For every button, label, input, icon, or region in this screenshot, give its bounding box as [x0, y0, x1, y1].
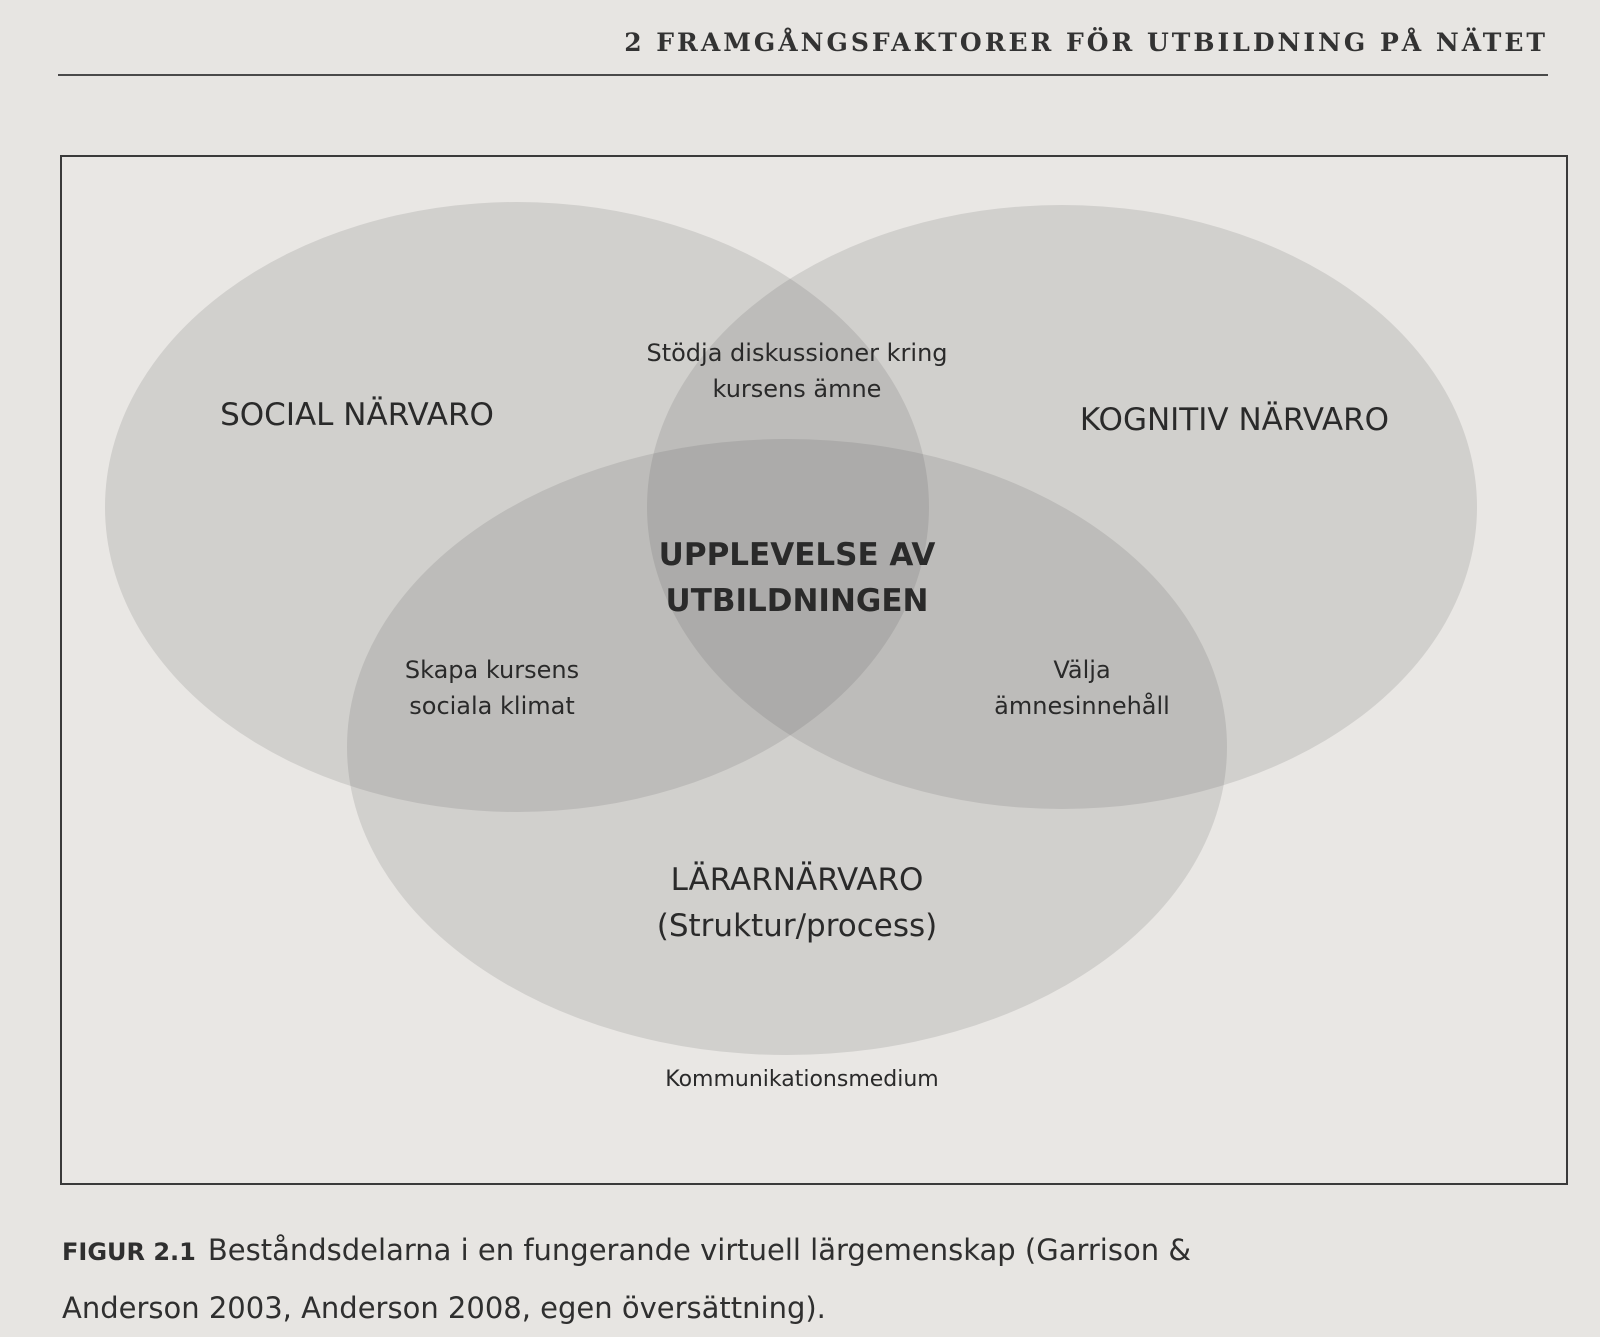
- teacher-presence-line2: (Struktur/process): [656, 908, 938, 944]
- left-overlap-line1: Skapa kursens: [404, 656, 580, 684]
- teacher-presence-label: [622, 857, 972, 949]
- social-presence-label: SOCIAL NÄRVARO: [220, 397, 494, 433]
- right-overlap-line2: ämnesinnehåll: [994, 692, 1170, 720]
- figure-frame: [60, 155, 1568, 1185]
- top-overlap-line1: Stödja diskussioner kring: [646, 339, 948, 367]
- header-rule: [58, 74, 1548, 76]
- top-overlap-label: [622, 335, 972, 407]
- venn-diagram: [62, 157, 1570, 1187]
- figure-caption: [62, 1222, 1282, 1336]
- left-overlap-label: [372, 652, 612, 724]
- center-line2: UTBILDNINGEN: [665, 583, 929, 619]
- cognitive-presence-label: KOGNITIV NÄRVARO: [1079, 402, 1390, 438]
- right-overlap-line1: Välja: [1053, 656, 1111, 684]
- top-overlap-line2: kursens ämne: [712, 375, 882, 403]
- figure-number: FIGUR 2.1: [62, 1238, 196, 1266]
- communication-medium-label: Kommunikationsmedium: [665, 1067, 939, 1092]
- left-overlap-line2: sociala klimat: [409, 692, 575, 720]
- caption-text: Beståndsdelarna i en fungerande virtuell lärgemenskap (Garrison & Anderson 2003, Anderson 2008, egen översättning).: [62, 1233, 1191, 1325]
- running-head: 2 FRAMGÅNGSFAKTORER FÖR UTBILDNING PÅ NÄTET: [624, 28, 1548, 57]
- teacher-presence-line1: LÄRARNÄRVARO: [670, 862, 924, 898]
- center-line1: UPPLEVELSE AV: [658, 537, 936, 573]
- center-label: [622, 532, 972, 624]
- right-overlap-label: [962, 652, 1202, 724]
